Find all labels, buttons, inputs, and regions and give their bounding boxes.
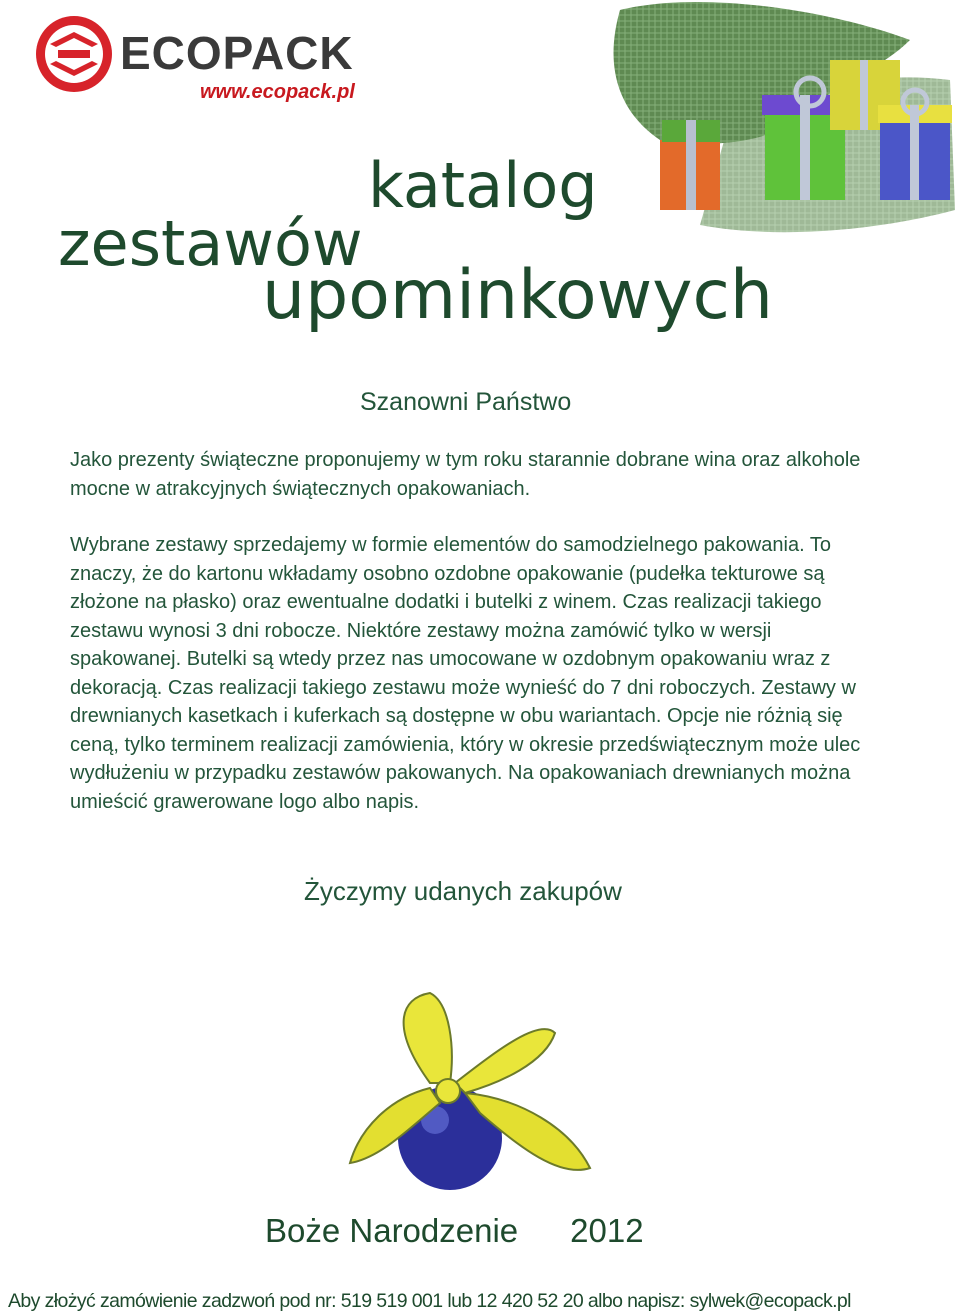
- season-label: Boże Narodzenie: [265, 1212, 519, 1249]
- wishes-text: Życzymy udanych zakupów: [304, 876, 622, 906]
- season-heading: [265, 1212, 644, 1250]
- intro-paragraph: Jako prezenty świąteczne proponujemy w tym roku starannie dobrane wina oraz alkohole mocne w atrakcyjnych świątecznych opakowaniach.: [70, 449, 861, 500]
- gift-sack-image: [580, 0, 960, 245]
- title-line-3: upominkowych: [262, 256, 773, 335]
- brand-name: ECOPACK: [120, 27, 354, 79]
- christmas-bauble-image: [330, 988, 610, 1198]
- greeting: Szanowni Państwo: [360, 388, 572, 416]
- details-paragraph: Wybrane zestawy sprzedajemy w formie elementów do samodzielnego pakowania. To znaczy, że do kartonu wkładamy osobno ozdobne opakowanie (pudełka tekturowe są złożone na płasko) oraz ewentualne dodatki i butelki z winem. Czas realizacji takiego zestawu wynosi 3 dni robocze. Niektóre zestawy można zamówić tylko w wersji spakowanej. Butelki są wtedy przez nas umocowane w ozdobnym opakowaniu wraz z dekoracją. Czas realizacji takiego zestawu może wynieść do 7 dni roboczych. Zestawy w drewnianych kasetkach i kuferkach są dostępne w obu wariantach. Opcje nie różnią się ceną, tylko terminem realizacji zamówienia, który w okresie przedświątecznym może ulec wydłużeniu w przypadku zestawów pakowanych. Na opakowaniach drewnianych można umieścić grawerowane logo albo napis.: [70, 534, 861, 813]
- title-line-2: zestawów: [58, 207, 363, 280]
- title-line-1: katalog: [368, 149, 598, 222]
- order-contact-footer: Aby złożyć zamówienie zadzwoń pod nr: 519 519 001 lub 12 420 52 20 albo napisz: sylwek@ecopack.pl: [8, 1290, 851, 1312]
- brand-url: www.ecopack.pl: [200, 81, 355, 103]
- season-year: 2012: [570, 1212, 644, 1249]
